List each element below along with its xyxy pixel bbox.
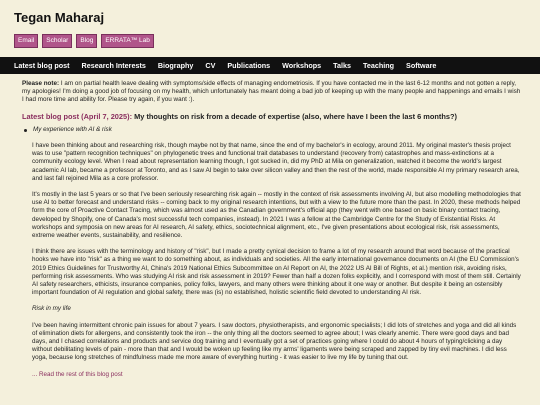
nav-biography[interactable]: Biography	[157, 61, 194, 70]
subheading: Risk in my life	[32, 305, 71, 313]
nav-talks[interactable]: Talks	[333, 61, 351, 70]
nav-teaching[interactable]: Teaching	[363, 61, 395, 70]
post-heading	[22, 113, 522, 121]
main-nav	[0, 57, 540, 74]
health-note	[22, 80, 522, 105]
errata-lab-link[interactable]: ERRATA™ Lab	[101, 34, 154, 48]
main-content	[22, 80, 522, 379]
nav-research-interests[interactable]: Research Interests	[81, 61, 146, 70]
nav-software[interactable]: Software	[406, 61, 437, 70]
list-item	[32, 126, 522, 134]
bullet-icon	[24, 129, 27, 132]
paragraph: I think there are issues with the terminology and history of "risk", but I made a pretty cynical decision to frame a lot of my research around that word because of the practical hooks we have into "risk" as a thing we want to do something about, as individuals and societies. All the early international governance documents on AI (the EU Commission's 2019 Ethics Guidelines for Trustworthy AI, China's 2019 National Ethics Subcommittee on AI Report on AI, the 2022 US AI Bill of Rights, et al.) mention risk, avoiding risks, performing risk assessments. Who was studying AI risk and risk assessment in 2019? Fewer than half a dozen folks explicitly, and I correspond with most of them still. Certainly AI safety researchers, ethicists, insurance companies, policy folks, lawyers, and many others were thinking about it one way or another. But despite it being an ostensibly important foundation of AI regulation and global safety, there was (is) no established, holistic scientific field devoted to understanding AI risk.	[32, 248, 521, 297]
note-text: I am on partial health leave dealing with symptoms/side effects of managing endometriosis. If you have contacted me in the last 6-12 months and not gotten a reply, my apologies! I'm doing a good job of focusing on my health, which unfortunately has meant doing a bad job of keeping up with the many people and happenings and emails I wish I had more time and ability for. Please try again, if you want :).	[22, 80, 521, 104]
paragraph: I have been thinking about and researching risk, though maybe not by that name, since the end of my bachelor's in ecology, around 2011. My original master's thesis project was to use "pattern recognition techniques" on phylogenetic trees and functional trait databases to understand (recovery from) catastrophes and mass-extinctions at a community ecology level. When I read about representation learning though, I got sucked in, did my PhD at Mila on generalization, watched it become the world's largest academic AI lab, became a professor at Toronto, and as I saw AI begin to take over silicon valley and then the rest of the world, made responsible AI my primary research area, and last fall rejoined Mila as a core professor.	[32, 142, 520, 182]
blog-link[interactable]: Blog	[76, 34, 97, 48]
note-label: Please note:	[22, 80, 60, 87]
scholar-link[interactable]: Scholar	[42, 34, 72, 48]
read-more-link[interactable]: ... Read the rest of this blog post	[32, 370, 123, 378]
nav-publications[interactable]: Publications	[227, 61, 271, 70]
post-title: My thoughts on risk from a decade of expertise (also, where have I been the last 6 months?)	[134, 111, 457, 121]
bullet-text: My experience with AI & risk	[33, 125, 112, 133]
site-title: Tegan Maharaj	[14, 10, 105, 25]
post-date-label: Latest blog post (April 7, 2025):	[22, 111, 133, 121]
paragraph: I've been having intermittent chronic pain issues for about 7 years. I saw doctors, physiotherapists, and ergonomic specialists; I did lots of stretches and yoga and did all kinds of elimination diets for allergens, and consistently took the iron -- the only thing all the doctors seemed to agree about; I was clearly anemic. There were good days and bad days, and I chased correlations and products and service dog training and I eventually got a set of practices going where I could do about 4 hours of typing/clicking a day without debilitating levels of pain - more than that and I would be woken up feeling like my arms' ligaments were being scraped and zapped by tiny evil machines. I did less yoga, because long stretches of mindfulness made me more aware of everything hurting - it was easier to live my life by tuning that out.	[32, 321, 517, 362]
post-body	[22, 126, 522, 379]
site-header	[0, 0, 540, 48]
paragraph: It's mostly in the last 5 years or so that I've been seriously researching risk again -- mostly in the context of risk assessments involving AI, but also modelling methodologies that use AI to better forecast and understand risks -- coming back to my original research intentions, but with a view to the future more than the past. In 2020, these methods helped form the core of Proactive Contact Tracing, which was almost used as the Canadian government's official app (they went with one based on basic binary contact tracing, developed by Shopify, one of Canada's most successful tech companies, instead). In 2021 I was a fellow at the Cambridge Centre for the Study of Existential Risks. At workshops and symposia on new areas for AI research, AI safety, ethics, sociotechnical alignment, etc., I've given presentations about ecological risk, risk assessments, extreme weather events, sustainability, and resilience.	[32, 191, 521, 240]
nav-cv[interactable]: CV	[205, 61, 216, 70]
quick-links	[14, 34, 540, 48]
nav-latest-blog-post[interactable]: Latest blog post	[14, 61, 70, 70]
nav-workshops[interactable]: Workshops	[282, 61, 322, 70]
email-link[interactable]: Email	[14, 34, 38, 48]
